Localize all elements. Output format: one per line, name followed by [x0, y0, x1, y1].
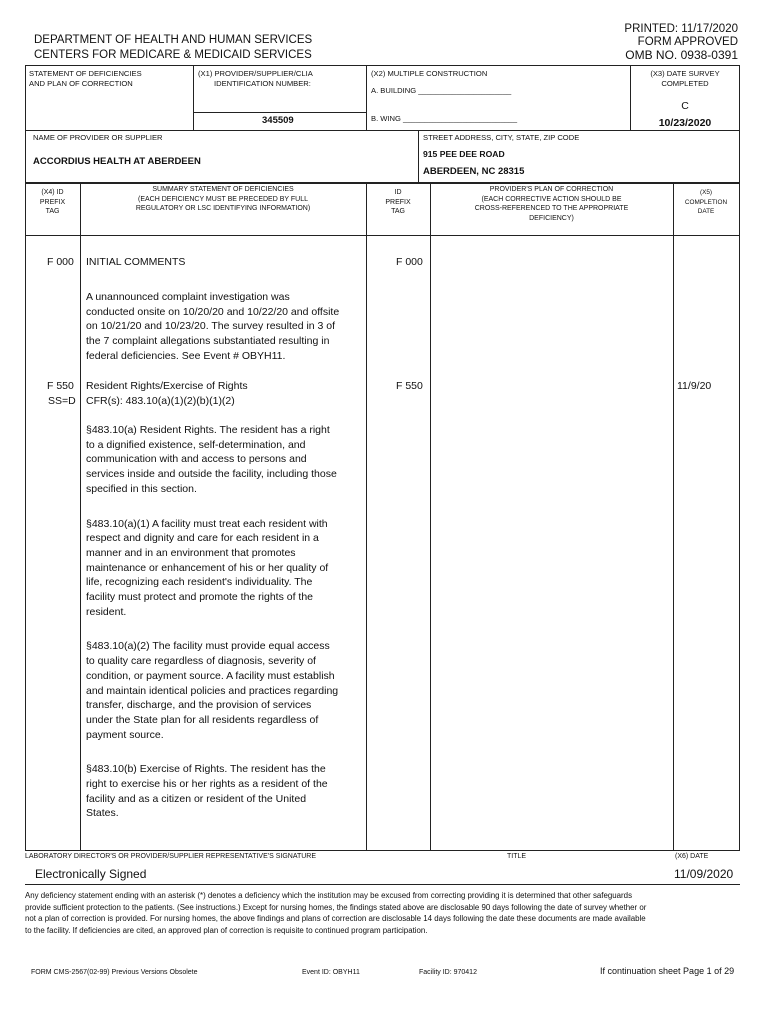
x4-header-line-3: TAG	[45, 208, 60, 215]
regulation-text	[86, 423, 340, 835]
id-header-line-1: ID	[394, 189, 402, 196]
facility-id: Facility ID: 970412	[419, 969, 477, 976]
x5-header-line-1: (X5)	[699, 189, 713, 196]
prefix-tag-f550: F 550	[47, 380, 74, 392]
date-label: (X6) DATE	[675, 853, 709, 860]
summary-header-line-2: (EACH DEFICIENCY MUST BE PRECEDED BY FULL	[138, 195, 308, 203]
regulation-paragraph-b: §483.10(b) Exercise of Rights. The resident has the right to exercise his or her rights as a resident of the facility and as a citizen or resident of the United States.	[86, 763, 328, 820]
id-header-line-2: PREFIX	[385, 198, 411, 206]
x3-label-line-2: COMPLETED	[661, 79, 709, 88]
col-line-1	[80, 183, 81, 850]
id-tag-f550: F 550	[396, 380, 423, 392]
form-approved: FORM APPROVED	[637, 36, 738, 48]
provider-name: ACCORDIUS HEALTH AT ABERDEEN	[33, 156, 201, 167]
x2-wing: B. WING ___________________________	[371, 114, 518, 123]
x4-header	[25, 188, 80, 217]
signature-top-line	[25, 850, 740, 851]
x3-label-line-1: (X3) DATE SURVEY	[650, 69, 720, 78]
statement-label-line-2: AND PLAN OF CORRECTION	[29, 79, 133, 88]
plan-header	[430, 185, 673, 223]
omb-number: OMB NO. 0938-0391	[625, 48, 738, 62]
agency-header	[34, 33, 312, 63]
x1-value: 345509	[262, 115, 294, 126]
regulation-paragraph-a: §483.10(a) Resident Rights. The resident has a right to a dignified existence, self-determination, and communication with and access to persons and services inside and outside the facility, including those specified in this section.	[86, 424, 337, 495]
regulation-paragraph-a2: §483.10(a)(2) The facility must provide equal access to quality care regardless of diagnosis, severity of condition, or payment source. A facility must establish and maintain identical policies and practices regarding transfer, discharge, and the provision of services under the State plan for all residents regardless of payment source.	[86, 640, 339, 741]
complaint-investigation-text: A unannounced complaint investigation was conducted onsite on 10/20/20 and 10/22/20 and offsite on 10/21/20 and 10/23/20. The survey resulted in 3 of the 7 complaint allegations substantiated resulting in federal deficiencies. See Event # OBYH11.	[86, 291, 340, 362]
header-divider	[25, 130, 740, 131]
x5-header	[673, 188, 739, 217]
id-header-line-3: TAG	[391, 208, 405, 215]
prefix-tag-f000: F 000	[47, 256, 74, 268]
statement-label-line-1: STATEMENT OF DEFICIENCIES	[29, 69, 142, 78]
title-label: TITLE	[507, 853, 527, 860]
x5-header-line-2: COMPLETION	[684, 198, 728, 206]
plan-header-line-3: CROSS-REFERENCED TO THE APPROPRIATE	[474, 205, 629, 212]
signature-label: LABORATORY DIRECTOR'S OR PROVIDER/SUPPLIER REPRESENTATIVE'S SIGNATURE	[25, 853, 317, 860]
form-approval-block	[624, 23, 738, 62]
col-line-2	[366, 183, 367, 850]
dept-line-1: DEPARTMENT OF HEALTH AND HUMAN SERVICES	[34, 34, 313, 46]
provider-label: NAME OF PROVIDER OR SUPPLIER	[33, 133, 163, 142]
plan-header-line-1: PROVIDER'S PLAN OF CORRECTION	[489, 186, 614, 193]
initial-comments-title: INITIAL COMMENTS	[86, 256, 186, 268]
address-label: STREET ADDRESS, CITY, STATE, ZIP CODE	[423, 133, 580, 142]
form-id: FORM CMS-2567(02-99) Previous Versions Obsolete	[31, 969, 198, 976]
address-line-1: 915 PEE DEE ROAD	[423, 149, 505, 159]
plan-header-line-2: (EACH CORRECTIVE ACTION SHOULD BE	[481, 195, 622, 203]
x1-label	[198, 69, 313, 89]
col-line-right	[739, 183, 740, 850]
col-line-3	[430, 183, 431, 850]
summary-header	[80, 185, 366, 214]
disclaimer-note: Any deficiency statement ending with an asterisk (*) denotes a deficiency which the institution may be excused from correcting providing it is determined that other safeguards provide sufficient protection to the patients. (See instructions.) Except for nursing homes, the findings stated above are disclosable 90 days following the date of survey whether or not a plan of correction is provided. For nursing homes, the above findings and plans of correction are disclosable 14 days following the date these documents are made available to the facility. If deficiencies are cited, an approved plan of correction is requisite to continued program participation.	[25, 891, 647, 935]
header-x1-underline	[193, 112, 366, 113]
regulation-paragraph-a1: §483.10(a)(1) A facility must treat each resident with respect and dignity and care for each resident in a manner and in an environment that promotes maintenance or enhancement of his or her quality of life, recognizing each resident's individuality. The facility must protect and promote the rights of the resident.	[86, 517, 329, 618]
id-tag-f000: F 000	[396, 256, 423, 268]
x2-building: A. BUILDING ______________________	[371, 86, 512, 95]
summary-header-line-3: REGULATORY OR LSC IDENTIFYING INFORMATION)	[135, 205, 311, 212]
x1-label-line-2: IDENTIFICATION NUMBER:	[214, 79, 311, 88]
x4-header-line-2: PREFIX	[39, 198, 66, 206]
header-col-line-2	[366, 65, 367, 130]
signature-date: 11/09/2020	[674, 867, 734, 881]
signature-bottom-line	[25, 884, 740, 885]
header-col-line-1	[193, 65, 194, 130]
plan-header-line-4: DEFICIENCY)	[529, 214, 574, 222]
x3-date: 10/23/2020	[658, 117, 712, 129]
severity-scope: SS=D	[48, 395, 76, 407]
x2-label: (X2) MULTIPLE CONSTRUCTION	[371, 69, 488, 78]
dept-line-2: CENTERS FOR MEDICARE & MEDICAID SERVICES	[34, 49, 312, 61]
col-line-left	[25, 183, 26, 850]
x3-label	[630, 69, 740, 89]
summary-header-line-1: SUMMARY STATEMENT OF DEFICIENCIES	[152, 186, 294, 193]
address-line-2: ABERDEEN, NC 28315	[423, 166, 525, 177]
completion-date: 11/9/20	[677, 380, 712, 392]
statement-label	[29, 69, 142, 89]
deficiency-title: Resident Rights/Exercise of Rights	[86, 380, 248, 392]
header-col-line-4	[418, 130, 419, 183]
x5-header-line-3: DATE	[697, 208, 715, 215]
page-indicator: If continuation sheet Page 1 of 29	[600, 966, 735, 976]
id-header	[366, 188, 430, 217]
x4-header-line-1: (X4) ID	[41, 189, 64, 196]
x3-code: C	[681, 100, 689, 112]
cfr-reference: CFR(s): 483.10(a)(1)(2)(b)(1)(2)	[86, 395, 235, 407]
x1-label-line-1: (X1) PROVIDER/SUPPLIER/CLIA	[198, 69, 313, 78]
col-line-4	[673, 183, 674, 850]
event-id: Event ID: OBYH11	[302, 969, 360, 976]
signature-value: Electronically Signed	[35, 867, 147, 881]
printed-date: PRINTED: 11/17/2020	[624, 23, 738, 35]
